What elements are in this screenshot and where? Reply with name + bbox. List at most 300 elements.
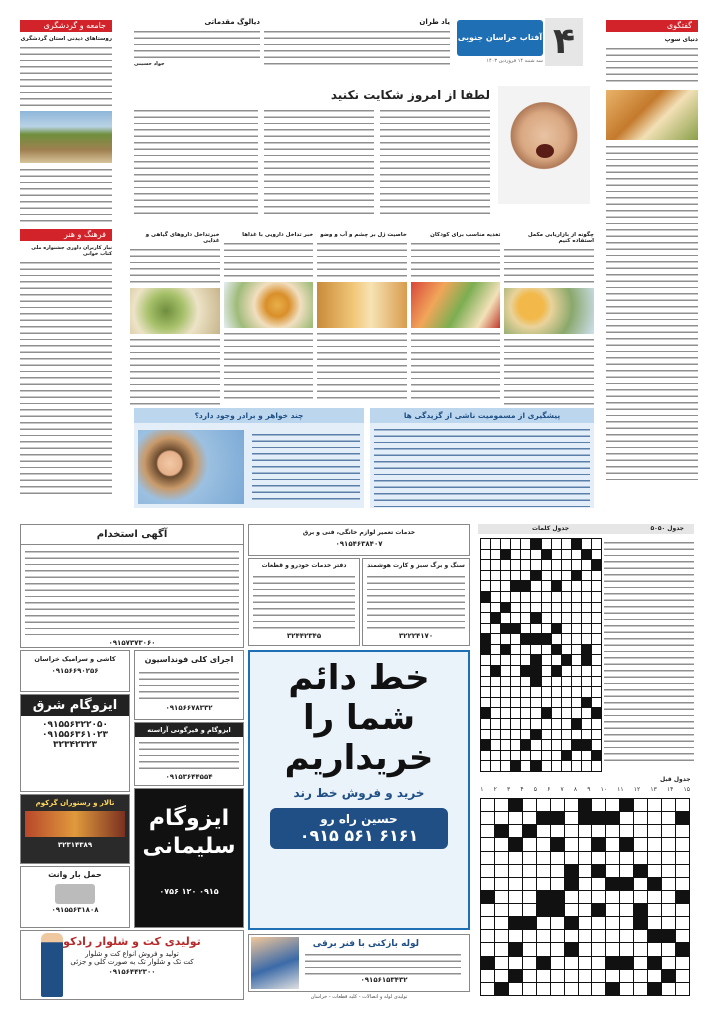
crossword-cell [620,917,633,929]
issue-line: سه شنبه ۱۴ فروردین ۱۴۰۳ [486,58,543,64]
line-buy-subtitle: خرید و فروش خط رند [293,786,425,800]
crossword-cell [582,761,591,771]
stone-body [367,574,465,630]
crossword-cell [562,655,571,665]
crossword-cell [620,852,633,864]
crossword-cell [491,550,500,560]
crossword-cell [491,687,500,697]
crossword-cell [537,825,550,837]
col-number: ۱۰ [600,786,608,793]
plumber-photo [251,937,299,989]
crossword-cell [565,917,578,929]
crossword-cell [542,581,551,591]
crossword-cell [542,730,551,740]
crossword-cell [565,825,578,837]
crossword-cell [542,719,551,729]
isogam-soleimani-ad [134,788,244,928]
col-number: ۵ [533,786,537,793]
right-tag-1: جامعه و گردشگری [20,20,112,32]
crossword-cell [509,838,522,850]
crossword-cell [523,825,536,837]
crossword-cell [521,730,530,740]
crossword-cell [592,983,605,995]
crossword-cell [521,740,530,750]
crossword-cell [521,613,530,623]
crossword-cell [495,812,508,824]
crossword-cell [481,812,494,824]
crossword-cell [491,698,500,708]
village-photo [20,111,112,163]
crossword-cell [579,957,592,969]
crossword-cell [552,730,561,740]
right-tag-2: فرهنگ و هنر [20,229,112,241]
crossword-cell [582,740,591,750]
crossword-cell [592,904,605,916]
crossword-cell [523,799,536,811]
crossword-cell [562,740,571,750]
crossword-cell [579,943,592,955]
crossword-cell [634,983,647,995]
crossword-cell [634,878,647,890]
sub-feature-b-title: چند خواهر و برادر وجود دارد؟ [134,408,364,423]
crossword-cell [511,539,520,549]
col-number: ۱۱ [617,786,624,793]
crossword-cell [552,550,561,560]
crossword-cell [509,825,522,837]
crossword-cell [620,930,633,942]
crossword-cell [531,719,540,729]
crossword-cell [572,687,581,697]
crossword-cell [582,698,591,708]
crossword-cell [511,740,520,750]
hiring-ad [20,524,244,648]
left-column [606,20,698,500]
crossword-cell [491,655,500,665]
crossword-cell [582,592,591,602]
crossword-cell [551,799,564,811]
crossword-cell [521,624,530,634]
crossword-cell [662,838,675,850]
crossword-cell [481,891,494,903]
crossword-cell [551,904,564,916]
col-number: ۴ [520,786,524,793]
crossword-cell [648,865,661,877]
crossword-cell [495,970,508,982]
isogam-arasteh-body [139,740,239,770]
crossword-cell [572,581,581,591]
health-item-title: خبرتداخل داروهای گیاهی و غذایی [145,232,220,244]
crossword-cell [531,560,540,570]
crossword-cell [481,930,494,942]
crossword-cell [542,708,551,718]
crossword-cell [565,904,578,916]
crossword-cell [552,624,561,634]
crossword-cell [521,560,530,570]
crossword-cell [501,666,510,676]
crossword-cell [582,634,591,644]
crossword-cell [620,878,633,890]
crossword-cell [481,852,494,864]
col-number: ۹ [587,786,591,793]
crossword-cell [620,904,633,916]
crossword-cell [565,957,578,969]
clothes-title: تولیدی کت و شلوار رادکو [63,935,201,948]
crossword-cell [509,983,522,995]
crossword-cell [511,603,520,613]
crossword-cell [542,751,551,761]
crossword-cell [491,751,500,761]
crossword-cell [509,930,522,942]
crossword-cell [606,943,619,955]
col-number: ۶ [547,786,551,793]
crossword-cell [531,613,540,623]
crossword-cell [523,930,536,942]
transport-ad [20,866,130,928]
crossword-cell [592,891,605,903]
isogam-shargh-phone-3: ۳۲۳۴۲۳۲۳ [53,740,97,750]
crossword-cell [592,550,601,560]
crossword-cell [531,687,540,697]
crossword-cell [501,550,510,560]
crossword-cell [509,970,522,982]
crossword-cell [579,917,592,929]
crossword-cell [531,708,540,718]
isogam-arasteh-ad [134,722,244,786]
crossword-cell [481,838,494,850]
left-story-1-title: دنیای سوپ [664,36,698,43]
crossword-cell [521,708,530,718]
crossword-cell [551,852,564,864]
crossword-cell [572,624,581,634]
crossword-cell [582,751,591,761]
crossword-cell [511,560,520,570]
note-2-body [134,29,260,61]
crossword-cell [521,634,530,644]
col-number: ۳ [506,786,511,793]
crossword-cell [565,970,578,982]
pills-photo [224,282,314,328]
crossword-cell [501,708,510,718]
crossword-cell [565,852,578,864]
crossword-cell [592,603,601,613]
crossword-cell [501,655,510,665]
crossword-cell [481,603,490,613]
crossword-cell [592,878,605,890]
crossword-cell [662,930,675,942]
crossword-cell [501,613,510,623]
pipe-body [305,952,461,976]
crossword-cell [481,560,490,570]
crossword-cell [606,865,619,877]
crossword-cell [511,645,520,655]
column-numbers [480,786,690,796]
sub-feature-a [370,408,594,508]
bottom-strip: تولیدی لوله و اتصالات - کلیه قطعات - خراسان [310,994,408,1000]
crossword-cell [501,560,510,570]
vehicle-ad [248,558,360,646]
crossword-cell [481,904,494,916]
vitamin-photo [504,288,594,334]
crossword-cell [511,634,520,644]
crossword-cell [491,613,500,623]
crossword-cell [648,852,661,864]
sub-feature-a-body [374,427,590,507]
crossword-cell [537,917,550,929]
crossword-cell [481,655,490,665]
tile-shop-ad [20,650,130,692]
crossword-cell [582,571,591,581]
crossword-cell [537,983,550,995]
crossword-cell [562,730,571,740]
crossword-cell [606,838,619,850]
crossword-cell [634,904,647,916]
crossword-cell [495,878,508,890]
crossword-cell [552,603,561,613]
tile-shop-phone: ۰۹۱۵۶۶۹۰۲۵۶ [51,667,99,675]
crossword-cell [481,550,490,560]
crossword-cell [491,539,500,549]
crossword-cell [531,730,540,740]
food-photo [411,282,501,328]
crossword-cell [579,852,592,864]
crossword-cell [511,698,520,708]
masthead [455,18,583,70]
crossword-cell [495,983,508,995]
herbs-photo [130,288,220,334]
crossword-cell [495,838,508,850]
crossword-cell [662,917,675,929]
crossword-cell [620,957,633,969]
crossword-cell [562,645,571,655]
crossword-cell [582,730,591,740]
crossword-cell [582,708,591,718]
crossword-clues [604,540,694,770]
crossword-cell [511,624,520,634]
crossword-cell [676,943,689,955]
crossword-cell [537,865,550,877]
crossword-cell [491,730,500,740]
crossword-cell [542,740,551,750]
main-feature-title: لطفا از امروز شکایت نکنید [330,88,490,102]
crossword-cell [676,957,689,969]
crossword-cell [592,865,605,877]
crossword-cell [592,571,601,581]
crossword-cell [662,852,675,864]
vehicle-title: دفتر خدمات خودرو و قطعات [261,562,347,569]
crossword-cell [562,624,571,634]
crossword-cell [531,740,540,750]
crossword-cell [495,891,508,903]
sudoku-label: جدول کلمات [532,525,570,532]
crossword-cell [562,708,571,718]
line-buy-phone: ۰۹۱۵ ۵۶۱ ۶۱۶۱ [299,826,419,845]
crossword-cell [606,825,619,837]
crossword-cell [676,812,689,824]
crossword-cell [572,592,581,602]
crossword-cell [531,571,540,581]
crossword-cell [542,592,551,602]
crossword-cell [592,592,601,602]
crossword-cell [572,666,581,676]
crossword-cell [521,539,530,549]
crossword-cell [572,613,581,623]
crossword-cell [511,571,520,581]
crossword-cell [592,698,601,708]
crossword-cell [592,730,601,740]
crossword-cell [648,838,661,850]
col-number: ۱۳ [650,786,657,793]
crossword-cell [531,581,540,591]
crossword-cell [509,943,522,955]
crossword-cell [537,878,550,890]
crossword-cell [579,825,592,837]
crossword-cell [620,812,633,824]
crossword-cell [537,799,550,811]
crossword-cell [521,645,530,655]
crossword-cell [495,852,508,864]
crossword-cell [501,581,510,591]
crossword-cell [481,581,490,591]
transport-title: حمل بار وانت [48,870,102,879]
health-item-text [130,337,220,407]
col-number: ۱۴ [666,786,674,793]
crossword-cell [572,655,581,665]
crossword-cell [511,751,520,761]
crossword-cell [676,891,689,903]
crossword-cell [511,613,520,623]
hiring-phone: ۰۹۱۵۷۳۷۳۰۶۰ [108,639,156,647]
isogam-soleimani-title: ایزوگام سلیمانی [142,806,236,859]
note-2 [134,18,260,76]
crossword-cell [552,666,561,676]
isogam-shargh-title: ایزوگام شرق [21,695,129,716]
crossword-cell [620,943,633,955]
isogam-shargh-phone-2: ۰۹۱۵۵۶۳۶۱۰۲۳ [42,730,108,740]
note-2-title: دیالوگ مقدماتی [204,18,260,26]
crossword-cell [552,740,561,750]
stone-title: سنگ و برگ سبز و کارت هوشمند [367,562,465,569]
crossword-cell [582,613,591,623]
logo-text: آفتاب خراسان جنوبی [457,33,543,42]
crossword-cell [552,581,561,591]
crossword-cell [491,740,500,750]
crossword-cell [634,957,647,969]
crossword-cell [481,761,490,771]
crossword-cell [606,812,619,824]
health-item-title: خبر تداخل دارویی با غذاها [242,232,314,238]
health-item [130,232,220,404]
health-item-title: چگونه از بازاریابی مکمل استفاده کنیم [527,232,594,244]
isogam-shargh-phone-1: ۰۹۱۵۵۶۳۲۲۰۵۰ [42,720,108,730]
crossword-cell [562,666,571,676]
crossword-cell [592,751,601,761]
crossword-cell [523,970,536,982]
stone-phone: ۳۲۲۲۴۱۷۰ [398,632,434,640]
crossword-cell [495,930,508,942]
crossword-cell [491,634,500,644]
crossword-cell [606,957,619,969]
crossword-cell [562,603,571,613]
crossword-cell [511,655,520,665]
crossword-grid-lower [480,798,690,996]
clues-body [604,540,694,764]
col-number: ۷ [560,786,564,793]
crossword-cell [511,592,520,602]
crossword-cell [565,812,578,824]
crossword-cell [531,592,540,602]
crossword-cell [565,865,578,877]
crossword-cell [582,624,591,634]
crossword-cell [511,719,520,729]
health-item-title: تغذیه مناسب برای کودکان [430,232,501,238]
crossword-cell [620,970,633,982]
crossword-cell [620,891,633,903]
crossword-cell [562,698,571,708]
col-number: ۱ [480,786,484,793]
crossword-cell [562,581,571,591]
crossword-cell [662,970,675,982]
health-row [130,232,594,404]
clothes-ad [20,930,244,1000]
crossword-cell [579,865,592,877]
crossword-cell [521,603,530,613]
crossword-cell [592,677,601,687]
crossword-cell [606,930,619,942]
crossword-cell [572,751,581,761]
crossword-cell [676,852,689,864]
crossword-cell [537,838,550,850]
crossword-cell [537,970,550,982]
pipe-phone: ۰۹۱۵۶۱۵۳۴۳۲ [360,976,408,984]
crossword-cell [579,904,592,916]
crossword-cell [606,970,619,982]
health-item-text [504,337,594,407]
crossword-cell [572,719,581,729]
crossword-cell [531,761,540,771]
crossword-cell [592,838,605,850]
clothes-line-1: تولید و فروش انواع کت و شلوار [85,950,179,958]
hiring-body [25,549,239,635]
truck-icon [55,884,95,904]
crossword-cell [521,655,530,665]
restaurant-photo [25,811,125,837]
crossword-cell [481,983,494,995]
crossword-cell [606,917,619,929]
crossword-cell [501,645,510,655]
crossword-cell [491,719,500,729]
crossword-cell [572,539,581,549]
isogam-arasteh-title: ایزوگام و قیرگونی آراسته [135,723,243,737]
crossword-cell [634,943,647,955]
crossword-cell [537,930,550,942]
crossword-cell [592,560,601,570]
crossword-cell [592,666,601,676]
crossword-cell [676,825,689,837]
crossword-cell [562,761,571,771]
crossword-cell [521,719,530,729]
crossword-cell [582,687,591,697]
crossword-cell [582,719,591,729]
health-item-text [504,247,594,285]
crossword-cell [579,878,592,890]
crossword-cell [501,687,510,697]
crossword-cell [481,677,490,687]
crossword-cell [648,957,661,969]
crossword-cell [592,970,605,982]
col-number: ۲ [493,786,497,793]
crossword-cell [648,970,661,982]
crossword-cell [592,799,605,811]
